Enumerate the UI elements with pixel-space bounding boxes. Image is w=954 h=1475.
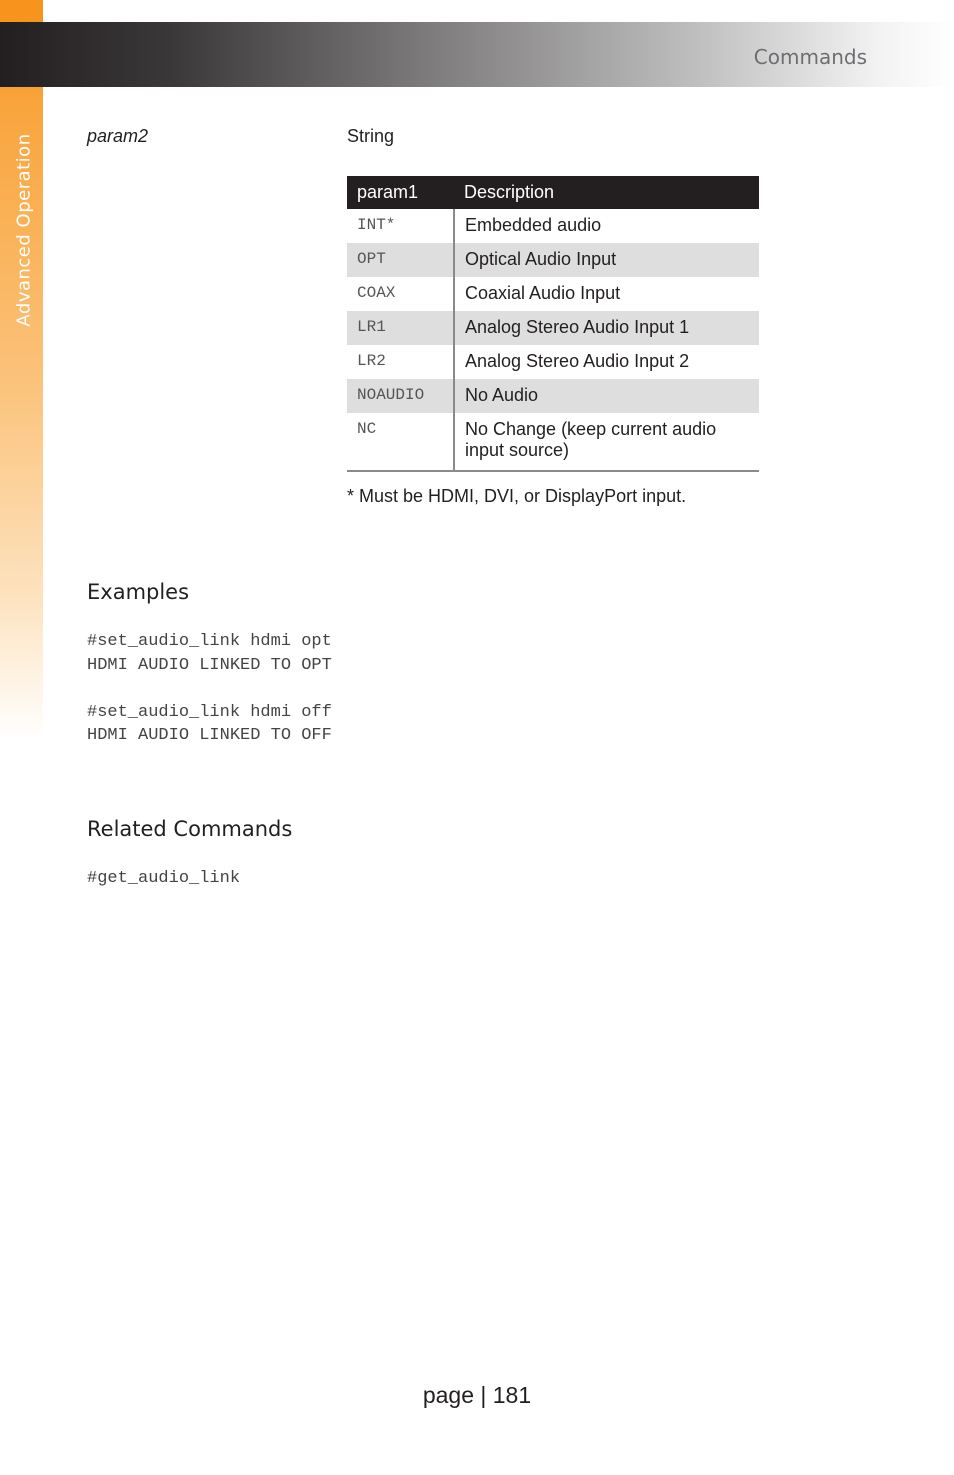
- page-header-title: Commands: [753, 45, 867, 69]
- value-code: LR2: [347, 345, 454, 379]
- table-row: [347, 413, 759, 471]
- value-description: Analog Stereo Audio Input 2: [465, 351, 690, 371]
- value-description: Coaxial Audio Input: [465, 283, 621, 303]
- value-code: OPT: [347, 243, 454, 277]
- value-description: No Audio: [454, 379, 759, 413]
- parameter-values-table: [347, 176, 759, 472]
- example-code-block: [87, 630, 332, 748]
- table-row: [347, 277, 759, 311]
- table-header-row: [347, 176, 759, 209]
- related-command: #get_audio_link: [87, 869, 241, 888]
- value-description: Embedded audio: [465, 215, 602, 235]
- example-line: #set_audio_link hdmi opt: [87, 632, 332, 651]
- value-code: LR1: [347, 311, 454, 345]
- page-number: page | 181: [422, 1382, 532, 1408]
- value-code: INT*: [347, 209, 454, 243]
- related-commands-heading: Related Commands: [87, 817, 293, 841]
- table-row: [347, 345, 759, 379]
- chapter-side-tab: [0, 0, 43, 740]
- value-description: No Change (keep current audio input source): [454, 413, 759, 471]
- chapter-label: Advanced Operation: [13, 133, 35, 327]
- table-row: [347, 311, 759, 345]
- parameter-type: String: [347, 126, 395, 146]
- example-line: #set_audio_link hdmi off: [87, 702, 332, 722]
- column-header-param1: param1: [347, 176, 454, 209]
- value-code: NOAUDIO: [347, 379, 454, 413]
- examples-heading: Examples: [87, 580, 190, 604]
- value-code: NC: [347, 413, 454, 471]
- example-line: HDMI AUDIO LINKED TO OFF: [87, 726, 332, 745]
- table-row: [347, 379, 759, 413]
- value-description: Optical Audio Input: [454, 243, 759, 277]
- parameter-name: param2: [87, 126, 149, 146]
- related-commands-list: [87, 867, 240, 891]
- column-header-description: Description: [454, 176, 759, 209]
- table-footnote: * Must be HDMI, DVI, or DisplayPort input.: [347, 486, 687, 506]
- value-code: COAX: [347, 277, 454, 311]
- table-row: [347, 243, 759, 277]
- table-row: [347, 209, 759, 243]
- value-description: Analog Stereo Audio Input 1: [454, 311, 759, 345]
- example-line: HDMI AUDIO LINKED TO OPT: [87, 655, 332, 675]
